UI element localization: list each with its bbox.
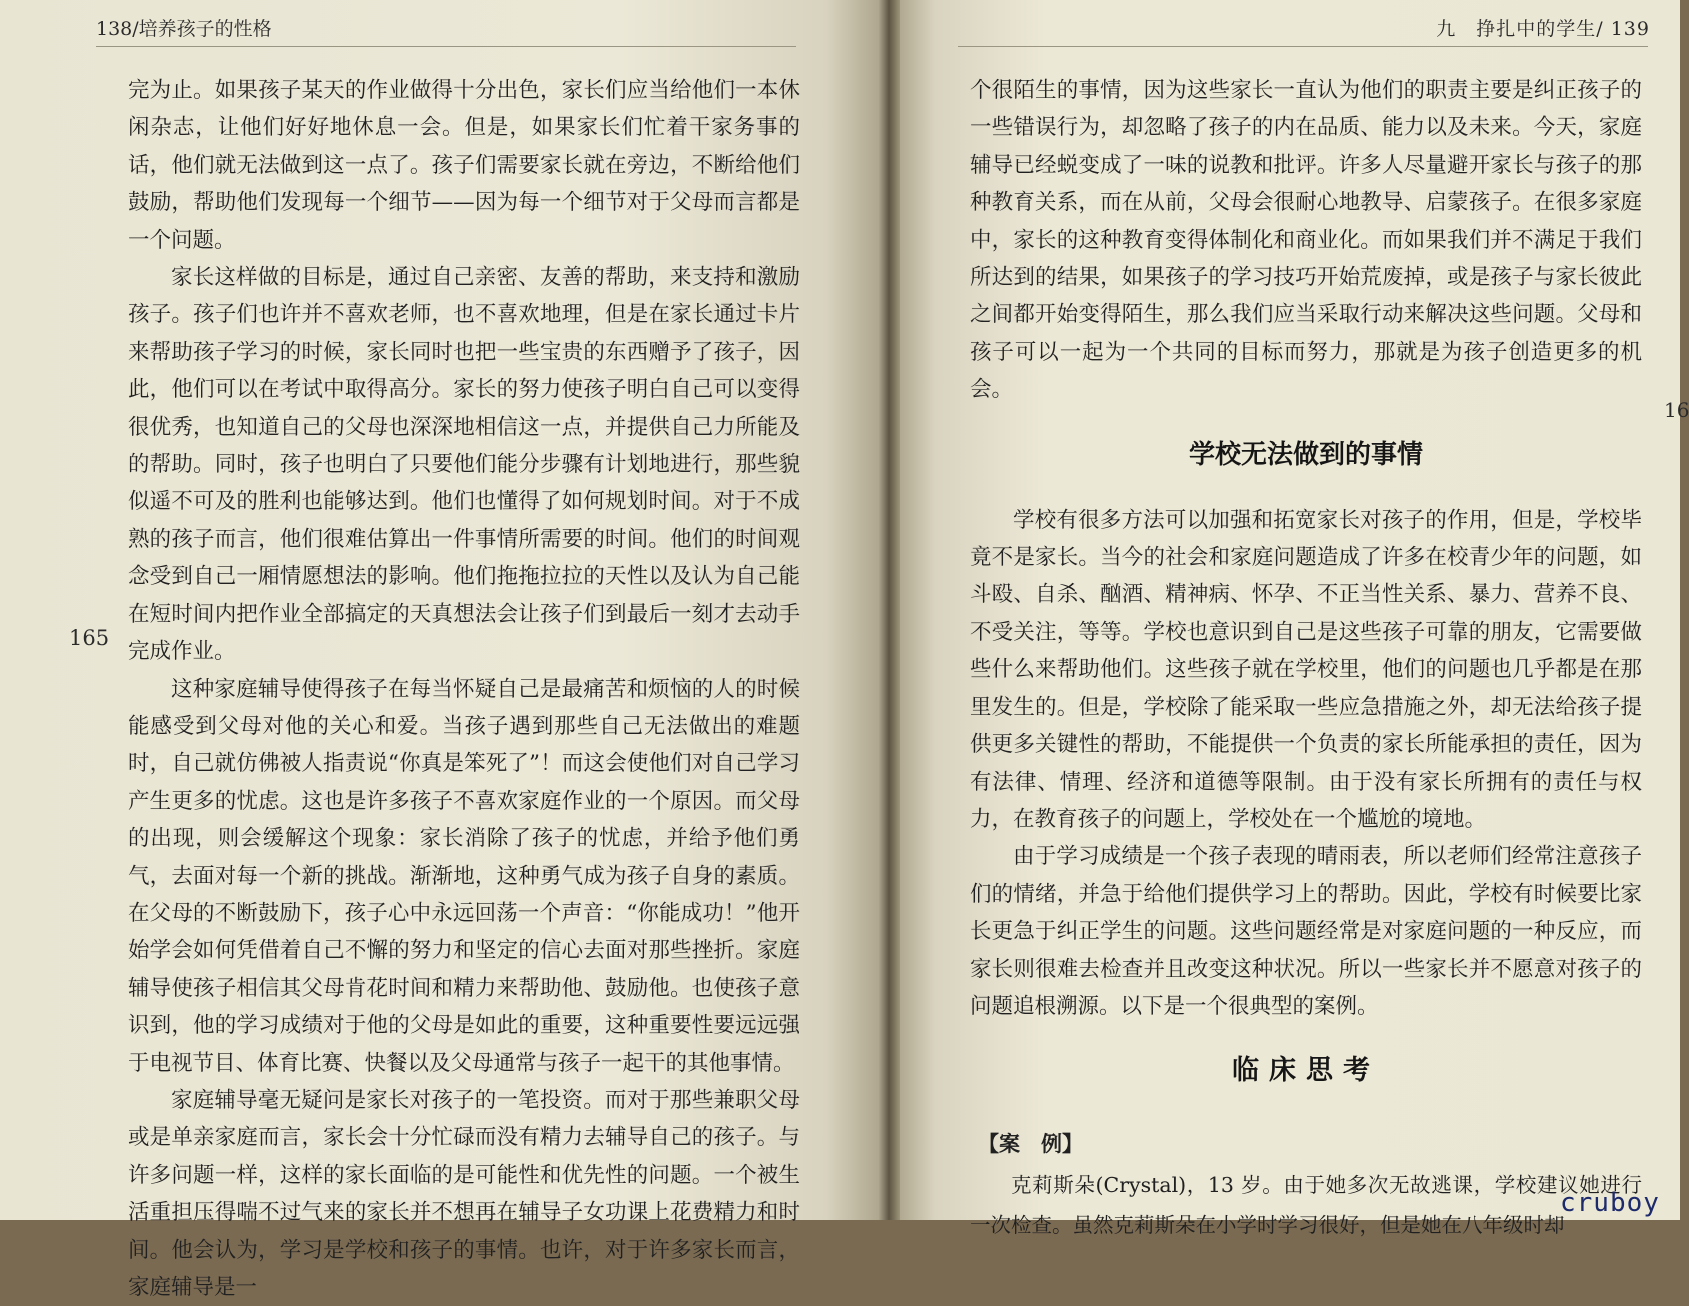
watermark: cruboy — [1560, 1188, 1660, 1218]
right-head-rule — [958, 46, 1648, 47]
left-paragraph-3: 这种家庭辅导使得孩子在每当怀疑自己是最痛苦和烦恼的人的时候能感受到父母对他的关心和爱。当孩子遇到那些自己无法做出的难题时，自己就仿佛被人指责说“你真是笨死了”！而这会使他们对自己学习产生更多的忧虑。这也是许多孩子不喜欢家庭作业的一个原因。而父母的出现，则会缓解这个现象：家长消除了孩子的忧虑，并给予他们勇气，去面对每一个新的挑战。渐渐地，这种勇气成为孩子自身的素质。在父母的不断鼓励下，孩子心中永远回荡一个声音：“你能成功！”他开始学会如何凭借着自己不懈的努力和坚定的信心去面对那些挫折。家庭辅导使孩子相信其父母肯花时间和精力来帮助他、鼓励他。也使孩子意识到，他的学习成绩对于他的父母是如此的重要，这种重要性要远远强于电视节目、体育比赛、快餐以及父母通常与孩子一起干的其他事情。 — [128, 676, 800, 1076]
left-running-head: 138/培养孩子的性格 — [96, 18, 272, 40]
subsection-title: 临床思考 — [1232, 1055, 1380, 1087]
right-body-text — [970, 72, 1642, 1245]
right-section-paragraph-2: 由于学习成绩是一个孩子表现的晴雨表，所以老师们经常注意孩子们的情绪，并急于给他们提供学习上的帮助。因此，学校有时候要比家长更急于纠正学生的问题。这些问题经常是对家庭问题的一种反应，而家长则很难去检查并且改变这种状况。所以一些家长并不愿意对孩子的问题追根溯源。以下是一个很典型的案例。 — [970, 844, 1642, 1019]
right-margin-number: 16 — [1664, 398, 1689, 422]
left-paragraph-4: 家庭辅导毫无疑问是家长对孩子的一笔投资。而对于那些兼职父母或是单亲家庭而言，家长会十分忙碌而没有精力去辅导自己的孩子。与许多问题一样，这样的家长面临的是可能性和优先性的问题。一个被生活重担压得喘不过气来的家长并不想再在辅导子女功课上花费精力和时间。他会认为，学习是学校和孩子的事情。也许，对于许多家长而言，家庭辅导是一 — [128, 1087, 800, 1300]
left-paragraph-2: 家长这样做的目标是，通过自己亲密、友善的帮助，来支持和激励孩子。孩子们也许并不喜欢老师，也不喜欢地理，但是在家长通过卡片来帮助孩子学习的时候，家长同时也把一些宝贵的东西赠予了孩子，因此，他们可以在考试中取得高分。家长的努力使孩子明白自己可以变得很优秀，也知道自己的父母也深深地相信这一点，并提供自己力所能及的帮助。同时，孩子也明白了只要他们能分步骤有计划地进行，那些貌似遥不可及的胜利也能够达到。他们也懂得了如何规划时间。对于不成熟的孩子而言，他们很难估算出一件事情所需要的时间。他们的时间观念受到自己一厢情愿想法的影响。他们拖拖拉拉的天性以及认为自己能在短时间内把作业全部搞定的天真想法会让孩子们到最后一刻才去动手完成作业。 — [128, 265, 800, 665]
section-title: 学校无法做到的事情 — [1188, 439, 1423, 470]
left-body-text — [128, 72, 800, 1306]
right-section-paragraph-1: 学校有很多方法可以加强和拓宽家长对孩子的作用，但是，学校毕竟不是家长。当今的社会和家庭问题造成了许多在校青少年的问题，如斗殴、自杀、酗酒、精神病、怀孕、不正当性关系、暴力、营养不良、不受关注，等等。学校也意识到自己是这些孩子可靠的朋友，它需要做些什么来帮助他们。这些孩子就在学校里，他们的问题也几乎都是在那里发生的。但是，学校除了能采取一些应急措施之外，却无法给孩子提供更多关键性的帮助，不能提供一个负责的家长所能承担的责任，因为有法律、情理、经济和道德等限制。由于没有家长所拥有的责任与权力，在教育孩子的问题上，学校处在一个尴尬的境地。 — [970, 507, 1642, 832]
book-gutter — [878, 0, 900, 1220]
right-intro-paragraph: 个很陌生的事情，因为这些家长一直认为他们的职责主要是纠正孩子的一些错误行为，却忽略了孩子的内在品质、能力以及未来。今天，家庭辅导已经蜕变成了一味的说教和批评。许多人尽量避开家长与孩子的那种教育关系，而在从前，父母会很耐心地教导、启蒙孩子。在很多家庭中，家长的这种教育变得体制化和商业化。而如果我们并不满足于我们所达到的结果，如果孩子的学习技巧开始荒废掉，或是孩子与家长彼此之间都开始变得陌生，那么我们应当采取行动来解决这些问题。父母和孩子可以一起为一个共同的目标而努力，那就是为孩子创造更多的机会。 — [970, 78, 1642, 403]
case-text: 克莉斯朵(Crystal)，13 岁。由于她多次无故逃课，学校建议她进行一次检查。虽然克莉斯朵在小学时学习很好，但是她在八年级时却 — [970, 1173, 1642, 1238]
case-text-block — [970, 1165, 1642, 1245]
left-paragraph-1: 完为止。如果孩子某天的作业做得十分出色，家长们应当给他们一本休闲杂志，让他们好好地休息一会。但是，如果家长们忙着干家务事的话，他们就无法做到这一点了。孩子们需要家长就在旁边，不断给他们鼓励，帮助他们发现每一个细节——因为每一个细节对于父母而言都是一个问题。 — [128, 78, 800, 253]
left-margin-number: 165 — [69, 626, 110, 650]
right-page — [888, 0, 1680, 1238]
left-head-rule — [96, 46, 796, 47]
right-running-head: 九 挣扎中的学生/ 139 — [1436, 18, 1650, 40]
case-label: 【案 例】 — [978, 1132, 1083, 1157]
